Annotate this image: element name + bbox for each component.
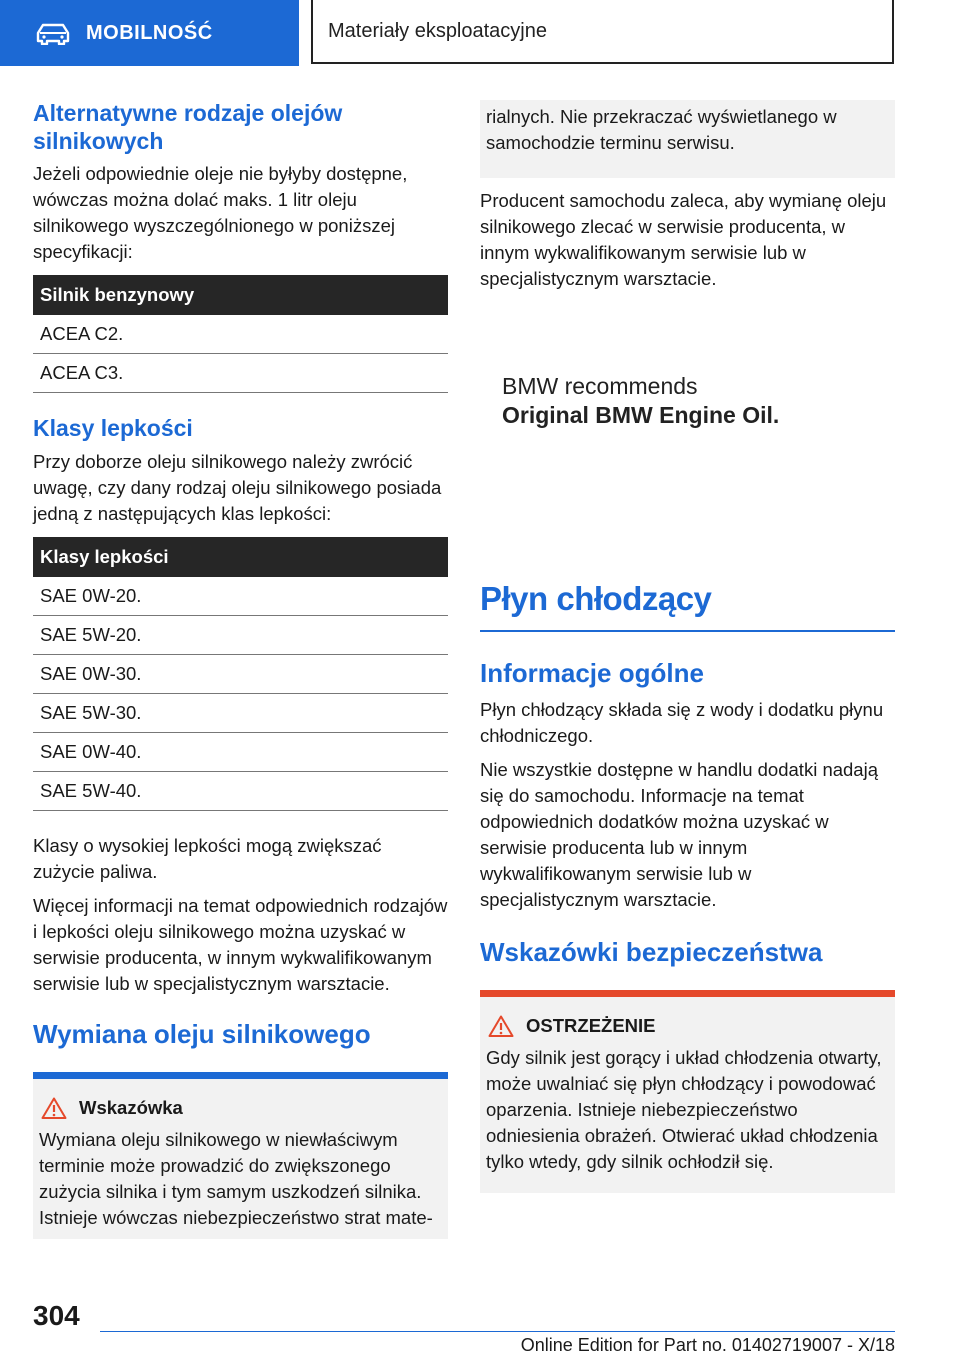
notice-continued-text: rialnych. Nie przekraczać wyświetlanego w samochodzie terminu serwisu.: [486, 106, 837, 153]
oil-change-heading: Wymiana oleju silnikowego: [33, 1018, 371, 1049]
general-info-p1: Płyn chłodzący składa się z wody i dodatku płynu chłodniczego.: [480, 699, 884, 746]
notice-box: [33, 1079, 448, 1239]
bmw-recommends-logo: [502, 372, 895, 430]
table-header: Silnik benzynowy: [33, 275, 448, 315]
alt-oils-body: Jeżeli odpowiednie oleje nie byłyby dostępne, wówczas można dolać maks. 1 litr oleju silnikowego wyszczególnionego w poniższej specyfikacji:: [33, 163, 408, 263]
coolant-title: Płyn chłodzący: [480, 580, 895, 632]
page-number: 304: [33, 1300, 80, 1331]
viscosity-info: Więcej informacji na temat odpowiednich rodzajów i lepkości oleju silnikowego można uzyskać w serwisie producenta, w innym wykwalifikowanym serwisie lub w specjalistycznym warsztacie.: [33, 894, 448, 994]
engine-spec-table: [33, 275, 448, 393]
car-icon: [34, 21, 72, 45]
table-row: ACEA C2.: [33, 315, 448, 354]
section-title: Materiały eksploatacyjne: [311, 0, 894, 64]
alt-oils-heading: Alternatywne rodzaje olejów silnikowych: [33, 100, 343, 154]
warning-body: Gdy silnik jest gorący i układ chłodzenia otwarty, może uwalniać się płyn chłodzący i powodować oparzenia. Istnieje niebezpieczeństwo odniesienia obrażeń. Otwierać układ chłodzenia tylko wtedy, gdy silnik ochłodził się.: [486, 1047, 882, 1172]
general-info-heading: Informacje ogólne: [480, 658, 704, 688]
viscosity-body: Przy doborze oleju silnikowego należy zwrócić uwagę, czy dany rodzaj oleju silnikowego posiada jedną z następujących klas lepkości:: [33, 450, 442, 524]
table-row: SAE 5W-30.: [33, 694, 448, 733]
notice-title: Wskazówka: [79, 1096, 183, 1118]
table-header: Klasy lepkości: [33, 537, 448, 577]
right-column: [480, 100, 895, 1193]
warning-triangle-icon: [41, 1097, 67, 1119]
manufacturer-text: Producent samochodu zaleca, aby wymianę oleju silnikowego zlecać w serwisie producenta, w innym wykwalifikowanym serwisie lub w specjalistycznym warsztacie.: [480, 190, 887, 289]
recommend-line2: Original BMW Engine Oil.: [502, 402, 780, 428]
notice-bar: [33, 1072, 448, 1079]
notice-continued: [480, 100, 895, 178]
table-row: SAE 0W-40.: [33, 733, 448, 772]
general-info-p2: Nie wszystkie dostępne w handlu dodatki nadają się do samochodu. Informacje na temat odpowiednich dodatków można uzyskać w serwisie producenta lub w innym wykwalifikowanym serwisie lub w specjalistycznym warsztacie.: [480, 759, 878, 910]
safety-heading: Wskazówki bezpieczeństwa: [480, 937, 823, 967]
viscosity-heading: Klasy lepkości: [33, 415, 193, 442]
notice-body: Wymiana oleju silnikowego w niewłaściwym terminie może prowadzić do zwiększonego zużycia silnika i tym samym uszkodzeń silnika. Istnieje wówczas niebezpieczeństwo strat mate-: [39, 1128, 433, 1228]
edition-footer: Online Edition for Part no. 01402719007 - X/18: [520, 1335, 895, 1355]
section-tab[interactable]: [0, 0, 299, 66]
warning-title: OSTRZEŻENIE: [526, 1015, 656, 1036]
warning-box: [480, 997, 895, 1193]
table-row: SAE 5W-20.: [33, 616, 448, 655]
table-row: ACEA C3.: [33, 354, 448, 393]
viscosity-note: Klasy o wysokiej lepkości mogą zwiększać zużycie paliwa.: [33, 834, 382, 882]
table-row: SAE 0W-20.: [33, 577, 448, 616]
viscosity-table: [33, 537, 448, 811]
warning-bar: [480, 990, 895, 997]
recommend-line1: BMW recommends: [502, 373, 698, 399]
left-column: [33, 100, 448, 1239]
table-row: SAE 5W-40.: [33, 772, 448, 811]
tab-label: MOBILNOŚĆ: [86, 21, 213, 44]
table-row: SAE 0W-30.: [33, 655, 448, 694]
warning-triangle-icon: [488, 1015, 514, 1037]
